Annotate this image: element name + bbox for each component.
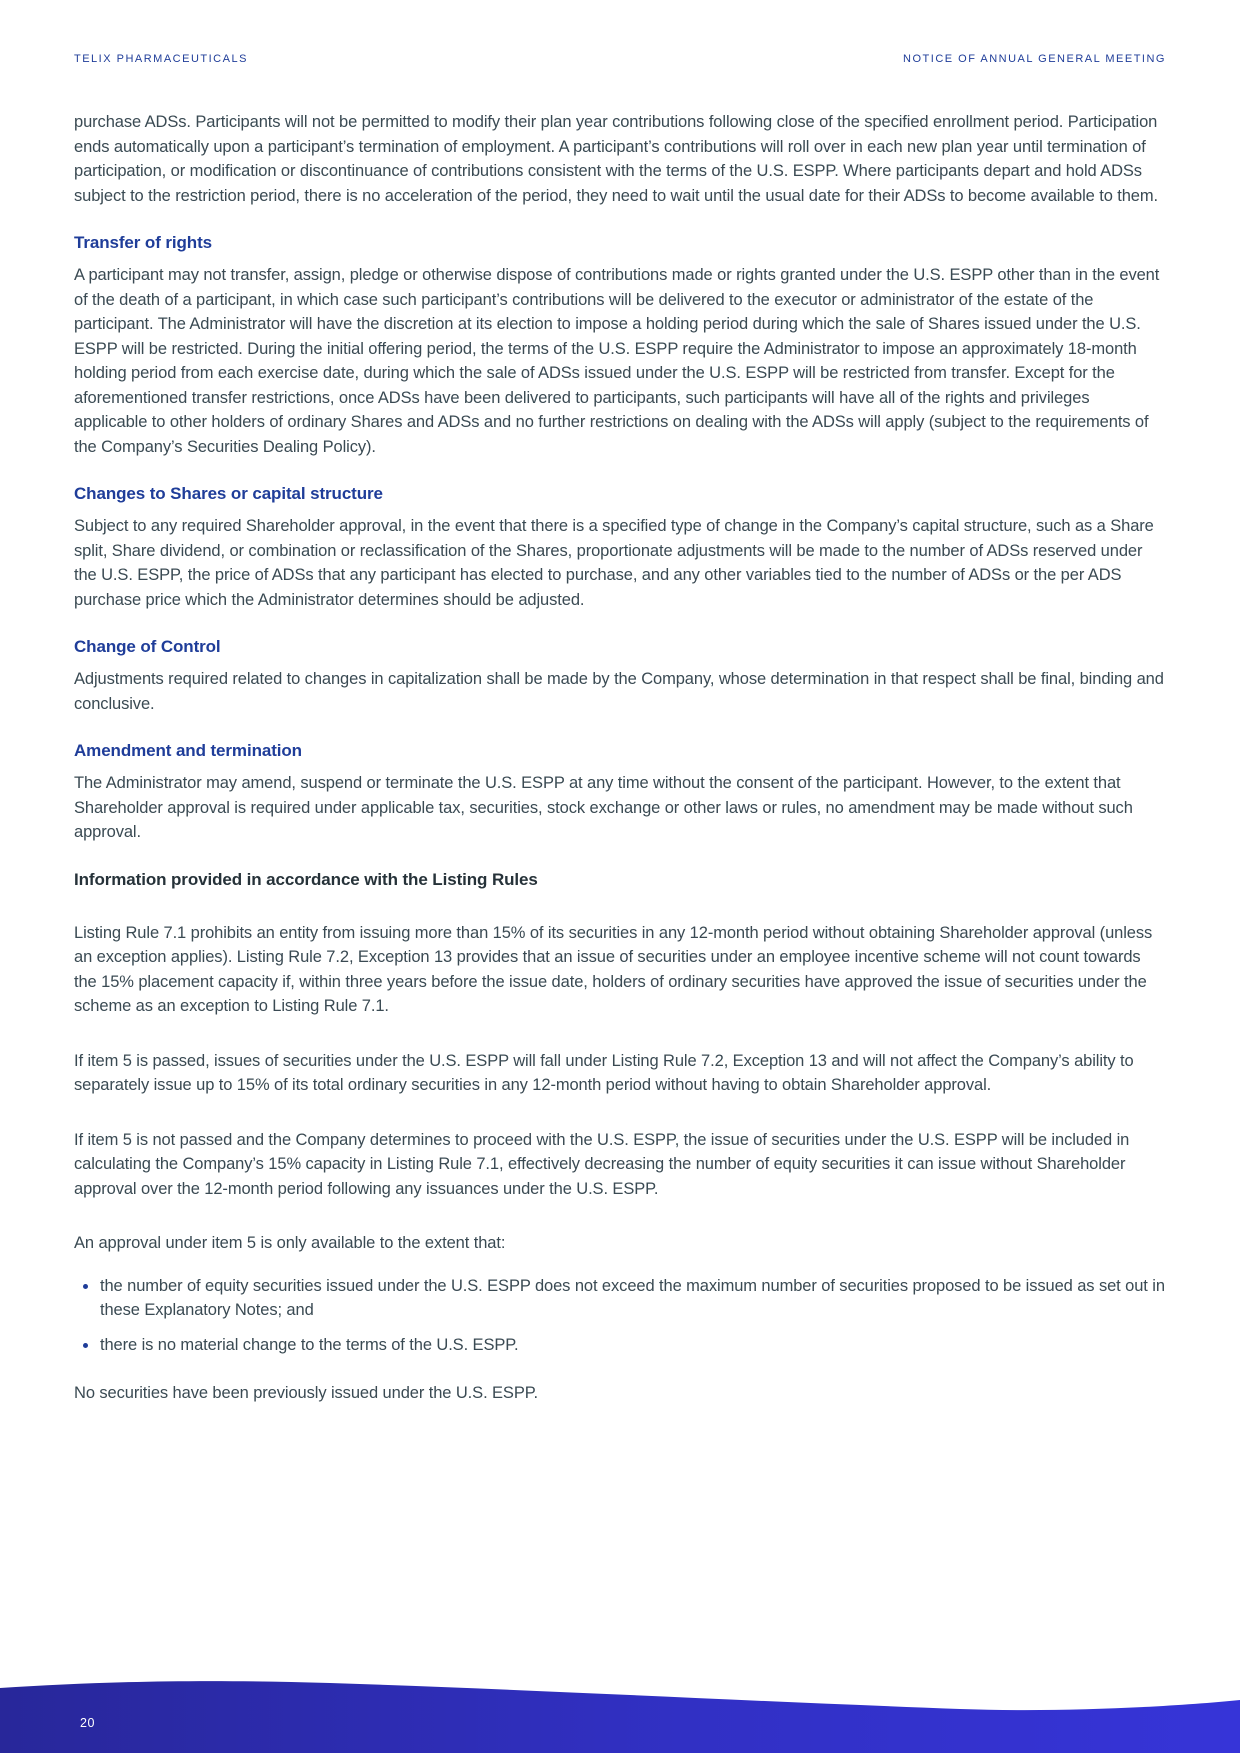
listing-rules-paragraph: An approval under item 5 is only available to the extent that:	[74, 1234, 506, 1252]
listing-rules-paragraph: Listing Rule 7.1 prohibits an entity from issuing more than 15% of its securities in any 12-month period without obtaining Shareholder approval (unless an exception applies). Listing Rule 7.2, Exception 13 provides that an issue of securities under an employee incentive scheme will not count towards the 15% placement capacity if, within three years before the issue date, holders of ordinary securities have approved the issue of securities under the scheme as an exception to Listing Rule 7.1.	[74, 923, 1153, 1015]
page-header	[74, 52, 1166, 66]
section-body: A participant may not transfer, assign, pledge or otherwise dispose of contributions made or rights granted under the U.S. ESPP other than in the event of the death of a participant, in which case such participant’s contributions will be delivered to the executor or administrator of the estate of the participant. The Administrator will have the discretion at its election to impose a holding period during which the sale of Shares issued under the U.S. ESPP will be restricted. During the initial offering period, the terms of the U.S. ESPP require the Administrator to impose an approximately 18-month holding period from each exercise date, during which the sale of ADSs issued under the U.S. ESPP will be restricted from transfer. Except for the aforementioned transfer restrictions, once ADSs have been delivered to participants, such participants will have all of the rights and privileges applicable to other holders of ordinary Shares and ADSs and no further restrictions on dealing with the ADSs will apply (subject to the requirements of the Company’s Securities Dealing Policy).	[74, 266, 1160, 456]
section-heading: Amendment and termination	[74, 741, 302, 760]
section-heading: Changes to Shares or capital structure	[74, 484, 383, 503]
bullet-text: the number of equity securities issued under the U.S. ESPP does not exceed the maximum number of securities proposed to be issued as set out in these Explanatory Notes; and	[100, 1276, 1165, 1319]
section-changes-to-shares	[74, 483, 1166, 612]
section-amendment-termination	[74, 740, 1166, 845]
page-content	[74, 110, 1166, 1406]
section-transfer-of-rights	[74, 232, 1166, 459]
listing-rules-paragraph: If item 5 is not passed and the Company determines to proceed with the U.S. ESPP, the issue of securities under the U.S. ESPP will be included in calculating the Company’s 15% capacity in Listing Rule 7.1, effectively decreasing the number of equity securities it can issue without Shareholder approval over the 12-month period following any issuances under the U.S. ESPP.	[74, 1130, 1130, 1198]
section-body: The Administrator may amend, suspend or terminate the U.S. ESPP at any time without the consent of the participant. However, to the extent that Shareholder approval is required under applicable tax, securities, stock exchange or other laws or rules, no amendment may be made without such approval.	[74, 774, 1133, 841]
approval-conditions-list	[74, 1274, 1166, 1358]
closing-paragraph: No securities have been previously issued under the U.S. ESPP.	[74, 1384, 539, 1402]
footer-wave-graphic	[0, 1618, 1240, 1753]
bullet-dot-icon	[83, 1343, 88, 1348]
bullet-item	[74, 1274, 1166, 1323]
header-company-name: TELIX PHARMACEUTICALS	[74, 53, 248, 65]
header-document-title: NOTICE OF ANNUAL GENERAL MEETING	[903, 53, 1166, 65]
page-number: 20	[80, 1716, 95, 1730]
section-heading: Change of Control	[74, 637, 221, 656]
page-footer	[0, 1618, 1240, 1753]
section-heading: Transfer of rights	[74, 233, 213, 252]
bullet-item	[74, 1333, 1166, 1358]
intro-paragraph: purchase ADSs. Participants will not be permitted to modify their plan year contributions following close of the specified enrollment period. Participation ends automatically upon a participant’s termination of employment. A participant’s contributions will roll over in each new plan year until termination of participation, or modification or discontinuance of contributions consistent with the terms of the U.S. ESPP. Where participants depart and hold ADSs subject to the restriction period, there is no acceleration of the period, they need to wait until the usual date for their ADSs to become available to them.	[74, 113, 1159, 205]
bullet-text: there is no material change to the terms of the U.S. ESPP.	[100, 1335, 519, 1354]
section-body: Adjustments required related to changes in capitalization shall be made by the Company, whose determination in that respect shall be final, binding and conclusive.	[74, 670, 1164, 713]
listing-rules-paragraph: If item 5 is passed, issues of securities under the U.S. ESPP will fall under Listing Rule 7.2, Exception 13 and will not affect the Company’s ability to separately issue up to 15% of its total ordinary securities in any 12-month period without having to obtain Shareholder approval.	[74, 1051, 1134, 1094]
section-heading: Information provided in accordance with the Listing Rules	[74, 869, 538, 889]
section-body: Subject to any required Shareholder approval, in the event that there is a specified type of change in the Company’s capital structure, such as a Share split, Share dividend, or combination or reclassification of the Shares, proportionate adjustments will be made to the number of ADSs reserved under the U.S. ESPP, the price of ADSs that any participant has elected to purchase, and any other variables tied to the number of ADSs or the per ADS purchase price which the Administrator determines should be adjusted.	[74, 517, 1154, 609]
section-listing-rules	[74, 869, 1166, 1406]
section-change-of-control	[74, 636, 1166, 716]
bullet-dot-icon	[83, 1284, 88, 1289]
